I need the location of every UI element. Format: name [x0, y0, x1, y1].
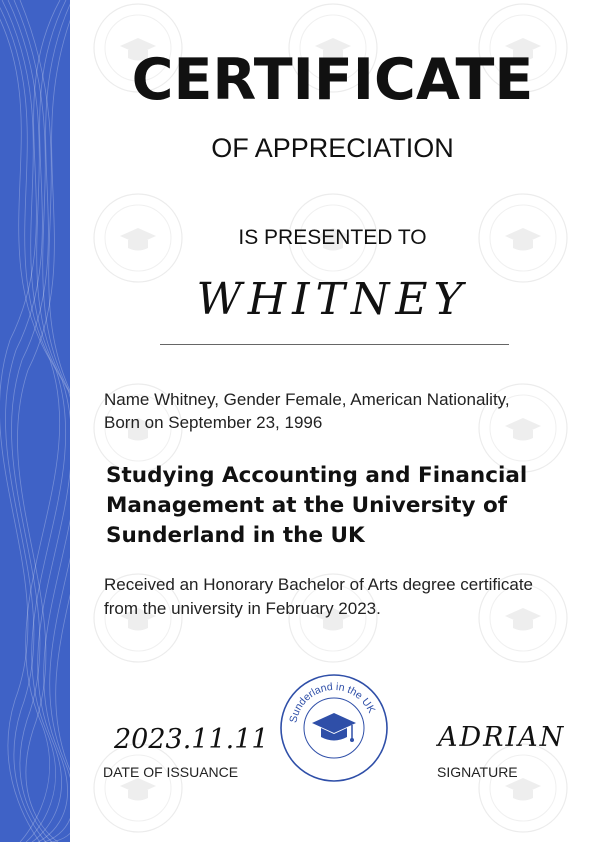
details-line: Name Whitney, Gender Female, American Nationality, [104, 390, 510, 409]
name-underline [160, 344, 509, 345]
certificate-subtitle: OF APPRECIATION [211, 133, 454, 163]
decorative-side-band [0, 0, 70, 842]
recipient-details [104, 388, 584, 434]
certificate-title: CERTIFICATE [131, 47, 534, 113]
recipient-name: WHITNEY [196, 274, 469, 325]
award-line: from the university in February 2023. [104, 599, 381, 618]
program-line: Studying Accounting and Financial [106, 463, 528, 488]
signature-label: SIGNATURE [437, 764, 518, 780]
university-seal [279, 673, 389, 783]
award-description [104, 573, 584, 621]
seal-graphic [279, 673, 389, 783]
presented-to-label: IS PRESENTED TO [238, 226, 427, 249]
program-line: Sunderland in the UK [106, 523, 365, 548]
program-heading [106, 461, 576, 551]
issuance-date: 2023.11.11 [114, 724, 269, 755]
award-line: Received an Honorary Bachelor of Arts degree certificate [104, 575, 534, 594]
issuance-date-label: DATE OF ISSUANCE [103, 764, 239, 780]
wave-lines-decoration [0, 0, 70, 842]
details-line: Born on September 23, 1996 [104, 413, 323, 432]
program-line: Management at the University of [106, 493, 508, 518]
signature: ADRIAN [438, 722, 566, 753]
seal-text: Sunderland in the UK [287, 680, 378, 724]
